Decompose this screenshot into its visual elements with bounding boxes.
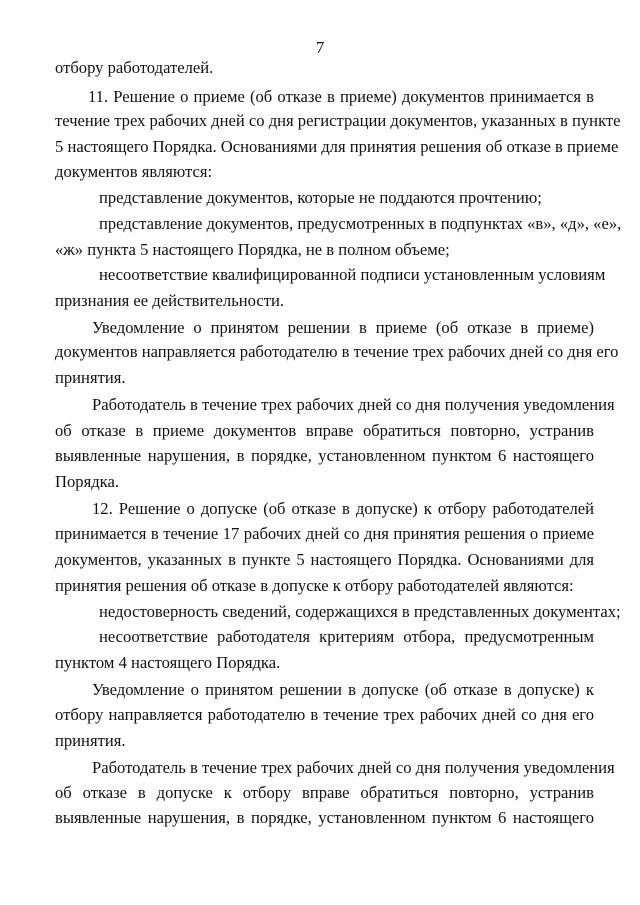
text-line: об отказе в допуске к отбору вправе обратиться повторно, устранив bbox=[55, 783, 594, 802]
text-line: Работодатель в течение трех рабочих дней со дня получения уведомления bbox=[92, 395, 615, 414]
text-line: представление документов, которые не поддаются прочтению; bbox=[99, 188, 542, 207]
text-line: об отказе в приеме документов вправе обратиться повторно, устранив bbox=[55, 421, 594, 440]
text-line: Уведомление о принятом решении в допуске (об отказе в допуске) к bbox=[92, 680, 594, 699]
text-line: Уведомление о принятом решении в приеме (об отказе в приеме) bbox=[92, 318, 594, 337]
text-line: принятия. bbox=[55, 731, 126, 750]
text-line: 11. Решение о приеме (об отказе в приеме) документов принимается в bbox=[88, 87, 594, 106]
text-line: признания ее действительности. bbox=[55, 291, 284, 310]
text-line: отбору работодателей. bbox=[55, 58, 214, 77]
text-line: документов являются: bbox=[55, 162, 213, 181]
text-line: документов направляется работодателю в течение трех рабочих дней со дня его bbox=[55, 342, 619, 361]
text-line: Работодатель в течение трех рабочих дней со дня получения уведомления bbox=[92, 758, 615, 777]
text-line: 5 настоящего Порядка. Основаниями для принятия решения об отказе в приеме bbox=[55, 137, 619, 156]
text-line: недостоверность сведений, содержащихся в представленных документах; bbox=[99, 602, 621, 621]
text-line: принимается в течение 17 рабочих дней со дня принятия решения о приеме bbox=[55, 524, 594, 543]
text-line: Порядка. bbox=[55, 472, 119, 491]
text-line: документов, указанных в пункте 5 настоящего Порядка. Основаниями для bbox=[55, 550, 594, 569]
text-line: выявленные нарушения, в порядке, установленном пунктом 6 настоящего bbox=[55, 446, 594, 465]
text-line: выявленные нарушения, в порядке, установленном пунктом 6 настоящего bbox=[55, 808, 594, 827]
text-line: принятия. bbox=[55, 368, 126, 387]
text-line: «ж» пункта 5 настоящего Порядка, не в полном объеме; bbox=[55, 240, 450, 259]
text-line: представление документов, предусмотренных в подпунктах «в», «д», «е», bbox=[99, 214, 622, 233]
text-line: течение трех рабочих дней со дня регистрации документов, указанных в пункте bbox=[55, 111, 621, 130]
text-line: несоответствие работодателя критериям отбора, предусмотренным bbox=[99, 627, 594, 646]
text-line: несоответствие квалифицированной подписи установленным условиям bbox=[99, 265, 606, 284]
text-line: 12. Решение о допуске (об отказе в допуске) к отбору работодателей bbox=[92, 499, 594, 518]
text-line: отбору направляется работодателю в течение трех рабочих дней со дня его bbox=[55, 705, 594, 724]
text-line: принятия решения об отказе в допуске к отбору работодателей являются: bbox=[55, 576, 574, 595]
page-number: 7 bbox=[315, 38, 325, 57]
text-line: пунктом 4 настоящего Порядка. bbox=[55, 653, 281, 672]
